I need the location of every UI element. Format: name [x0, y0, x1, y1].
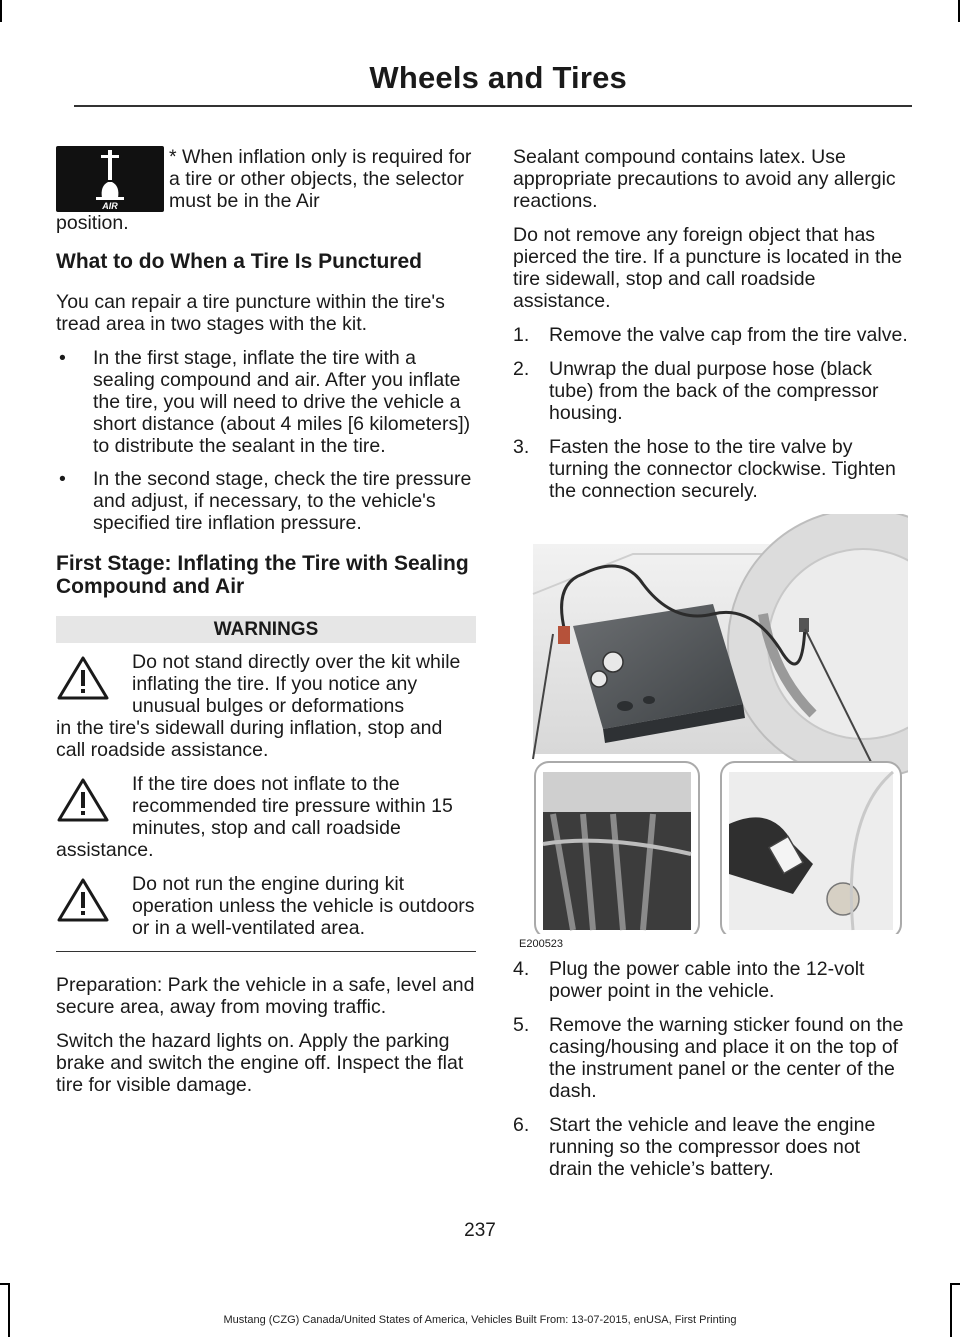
list-item [513, 1114, 908, 1180]
crop-mark-bottom-left-h [0, 1283, 10, 1285]
crop-mark-bottom-right-h [950, 1283, 960, 1285]
crop-mark-bottom-right [950, 1283, 952, 1337]
list-item [513, 958, 908, 1002]
list-item [513, 358, 908, 424]
page-title: Wheels and Tires [369, 60, 627, 95]
bullet-mark: • [59, 468, 66, 490]
warning-icon [56, 877, 110, 923]
step-number: 6. [513, 1114, 530, 1136]
air-note: * When inflation only is required for a tire or other objects, the selector must be in the Air [169, 146, 472, 212]
list-item [513, 1014, 908, 1102]
warnings-end-rule [56, 951, 476, 952]
step-text: Remove the valve cap from the tire valve. [549, 324, 908, 346]
compressor-illustration [513, 514, 908, 950]
header-rule [74, 105, 912, 107]
step-text: Plug the power cable into the 12-volt power point in the vehicle. [549, 958, 865, 1002]
hazard-paragraph: Switch the hazard lights on. Apply the parking brake and switch the engine off. Inspect the flat tire for visible damage. [56, 1030, 464, 1096]
list-item [513, 324, 908, 346]
step-text: Remove the warning sticker found on the casing/housing and place it on the top of the instrument panel or the center of the dash. [549, 1014, 904, 1102]
warning-text-continued: in the tire's sidewall during inflation, stop and call roadside assistance. [56, 717, 443, 761]
step-number: 3. [513, 436, 530, 458]
list-item [56, 468, 476, 534]
warning-block [56, 651, 476, 761]
intro-paragraph: You can repair a tire puncture within the tire's tread area in two stages with the kit. [56, 291, 445, 335]
foreign-object-paragraph: Do not remove any foreign object that has pierced the tire. If a puncture is located in the tire sidewall, stop and call roadside assistance. [513, 224, 903, 312]
crop-mark-bottom-left [8, 1283, 10, 1337]
preparation-paragraph: Preparation: Park the vehicle in a safe, level and secure area, away from moving traffic. [56, 974, 475, 1018]
warning-text: Do not run the engine during kit operation unless the vehicle is outdoors or in a well-ventilated area. [132, 873, 475, 939]
step-text: Fasten the hose to the tire valve by turning the connector clockwise. Tighten the connection securely. [549, 436, 896, 502]
bullet-mark: • [59, 347, 66, 369]
step-number: 1. [513, 324, 530, 346]
heading-punctured: What to do When a Tire Is Punctured [56, 250, 422, 273]
warning-text: Do not stand directly over the kit while inflating the tire. If you notice any unusual bulges or deformations [132, 651, 461, 717]
latex-paragraph: Sealant compound contains latex. Use appropriate precautions to avoid any allergic reactions. [513, 146, 896, 212]
warning-text-continued: assistance. [56, 839, 154, 861]
warning-block [56, 873, 476, 939]
step-number: 4. [513, 958, 530, 980]
crop-mark-top-left [0, 0, 2, 22]
air-note-continued: position. [56, 212, 129, 234]
left-column [56, 146, 476, 1108]
right-column [513, 146, 908, 1192]
bullet-text: In the second stage, check the tire pressure and adjust, if necessary, to the vehicle's specified tire inflation pressure. [93, 468, 472, 534]
list-item [56, 347, 476, 457]
warning-icon [56, 655, 110, 701]
air-icon-label: AIR [102, 201, 118, 211]
figure-code: E200523 [519, 938, 564, 950]
step-number: 2. [513, 358, 530, 380]
list-item [513, 436, 908, 502]
compressor-figure-svg [513, 514, 908, 934]
bullet-text: In the first stage, inflate the tire with a sealing compound and air. After you inflate the tire, you will need to drive the vehicle a short distance (about 4 miles [6 kilometers]) to distribute the sealant in the tire. [93, 347, 471, 457]
step-number: 5. [513, 1014, 530, 1036]
footer-text: Mustang (CZG) Canada/United States of America, Vehicles Built From: 13-07-2015, enUSA, First Printing [223, 1314, 737, 1326]
warning-text: If the tire does not inflate to the recommended tire pressure within 15 minutes, stop and call roadside [132, 773, 453, 839]
warning-icon [56, 777, 110, 823]
step-text: Start the vehicle and leave the engine running so the compressor does not drain the vehicle’s battery. [549, 1114, 876, 1180]
heading-first-stage: First Stage: Inflating the Tire with Sealing Compound and Air [56, 552, 469, 598]
page-number: 237 [464, 1220, 496, 1241]
warning-block [56, 773, 476, 861]
warnings-header: WARNINGS [56, 616, 476, 643]
step-text: Unwrap the dual purpose hose (black tube) from the back of the compressor housing. [549, 358, 879, 424]
